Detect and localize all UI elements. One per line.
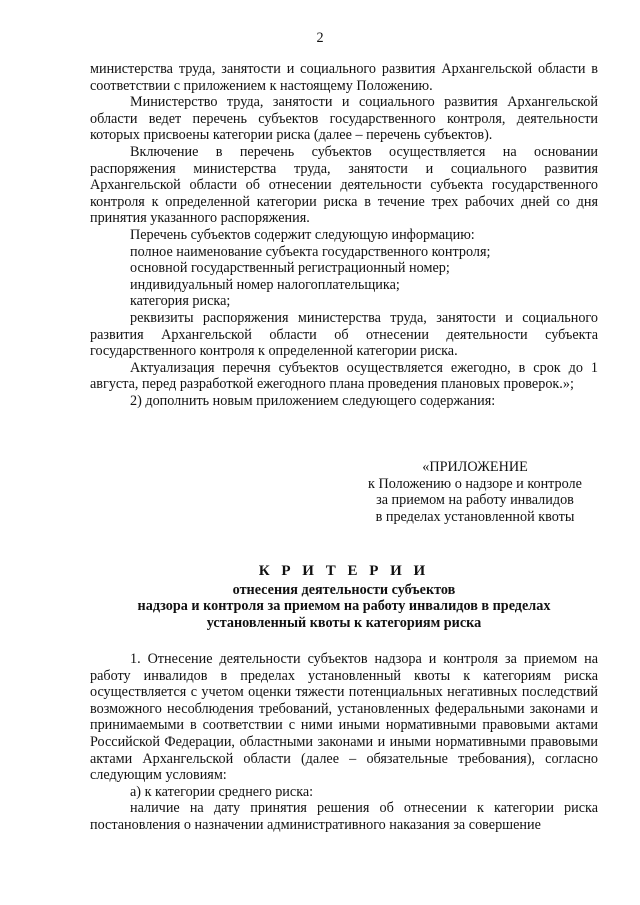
list-item: полное наименование субъекта государственного контроля; [130,243,491,260]
list-item: индивидуальный номер налогоплательщика; [130,276,400,293]
list-item: категория риска; [130,293,231,310]
appendix-line: в пределах установленной квоты [375,508,575,525]
paragraph: 2) дополнить новым приложением следующего содержания: [130,392,496,409]
appendix-line: к Положению о надзоре и контроле [368,475,582,492]
criteria-title: К Р И Т Е Р И И [258,563,430,579]
paragraph: Перечень субъектов содержит следующую информацию: [130,226,475,243]
criteria-heading [90,563,598,631]
criteria-subtitle: надзора и контроля за приемом на работу инвалидов в пределах [137,598,551,615]
appendix-title: «ПРИЛОЖЕНИЕ [422,459,528,475]
list-item: основной государственный регистрационный номер; [130,260,450,277]
page-number: 2 [316,30,324,46]
body-text-top [90,61,598,409]
paragraph: наличие на дату принятия решения об отнесении к категории риска постановления о назначении административного наказания за совершение [90,800,598,833]
list-item: реквизиты распоряжения министерства труда, занятости и социального развития Архангельской области об отнесении деятельности субъекта государственного контроля к определенной категории риска. [90,309,598,360]
paragraph: а) к категории среднего риска: [130,783,314,800]
paragraph: министерства труда, занятости и социального развития Архангельской области в соответствии с приложением к настоящему Положению. [90,61,598,94]
appendix-line: за приемом на работу инвалидов [376,492,574,509]
paragraph: Включение в перечень субъектов осуществляется на основании распоряжения министерства труда, занятости и социального развития Архангельской области об отнесении деятельности субъекта государственного контроля к определенной категории риска в течение трех рабочих дней со дня принятия указанного распоряжения. [90,143,598,227]
paragraph: 1. Отнесение деятельности субъектов надзора и контроля за приемом на работу инвалидов в пределах установленный квоты к категориям риска осуществляется с учетом оценки тяжести потенциальных негативных последствий возможного несоблюдения требований, установленных федеральными законами и принимаемыми в соответствии с ними иными нормативными правовыми актами Российской Федерации, областными законами и иными нормативными правовыми актами Архангельской области (далее – обязательные требования), согласно следующим условиям: [90,651,598,784]
body-text-bottom [90,651,598,834]
criteria-subtitle: отнесения деятельности субъектов [232,581,456,598]
criteria-subtitle: установленный квоты к категориям риска [206,614,482,631]
paragraph: Министерство труда, занятости и социального развития Архангельской области ведет перечень субъектов государственного контроля, деятельности которых присвоены категории риска (далее – перечень субъектов). [90,94,598,144]
paragraph: Актуализация перечня субъектов осуществляется ежегодно, в срок до 1 августа, перед разработкой ежегодного плана проведения плановых проверок.»; [90,359,598,393]
appendix-header [330,459,620,525]
